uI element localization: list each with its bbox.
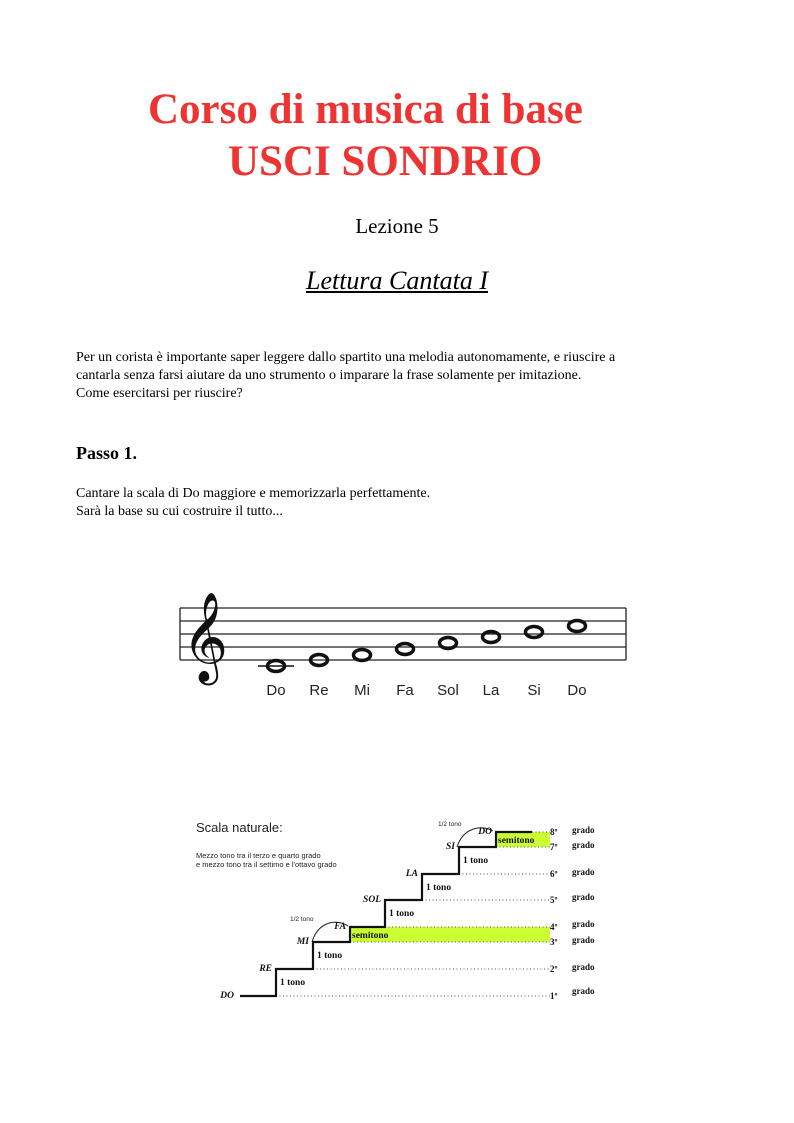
step-label: 1 tono [463,856,489,866]
note-head [440,638,457,649]
intro-line: Per un corista è importante saper leggere dallo spartito una melodia autonomamente, e riuscire a [76,350,616,365]
degree-number: 4º [550,922,558,932]
scale-note: DO [220,991,234,1001]
note-label: Re [309,682,329,699]
scale-note: RE [259,964,272,974]
degree-word: grado [572,867,595,877]
step-label: semitono [498,836,535,846]
degree-number: 2º [550,964,558,974]
diagram-caption: Mezzo tono tra il terzo e quarto grado [196,851,321,860]
scale-note: SOL [363,895,381,905]
half-tone-label: 1/2 tono [290,916,314,923]
scale-note: FA [334,922,346,932]
step-line: Cantare la scala di Do maggiore e memorizzarla perfettamente. [76,486,431,501]
note-label: Fa [396,682,414,699]
note-head [526,627,543,638]
lesson-number: Lezione 5 [355,214,439,238]
lesson-subtitle: Lettura Cantata I [305,266,488,295]
intro-line: cantarla senza farsi aiutare da uno strumento o imparare la frase solamente per imitazione. [76,368,582,383]
scale-note: LA [405,869,418,879]
step-label: 1 tono [317,951,343,961]
note-head [397,644,414,655]
note-label: Do [567,682,587,699]
title-line-1: Corso di musica di base [148,86,583,133]
intro-line: Come esercitarsi per riuscire? [76,386,243,401]
title-line-2: USCI SONDRIO [228,138,543,185]
note-head [483,632,500,643]
scale-staff [160,575,632,710]
note-head [354,650,371,661]
degree-number: 8º [550,827,558,837]
diagram-caption: e mezzo tono tra il settimo e l'ottavo grado [196,860,337,869]
note-label: La [482,682,500,699]
step-line: Sarà la base su cui costruire il tutto... [76,504,283,519]
natural-scale-diagram [180,810,610,1010]
degree-word: grado [572,840,595,850]
note-head [569,621,586,632]
step-label: 1 tono [426,883,452,893]
degree-number: 6º [550,869,558,879]
scale-note: DO [478,827,492,837]
scale-note: SI [446,842,455,852]
step-heading: Passo 1. [76,443,138,463]
degree-word: grado [572,892,595,902]
degree-word: grado [572,935,595,945]
step-paragraph [76,485,736,521]
note-label: Sol [437,682,459,699]
degree-word: grado [572,986,595,996]
note-label: Mi [354,682,370,699]
step-label: semitono [352,931,389,941]
degree-number: 7º [550,842,558,852]
diagram-title: Scala naturale: [196,820,283,835]
treble-clef-icon: 𝄞 [182,592,229,682]
degree-number: 3º [550,937,558,947]
half-tone-label: 1/2 tono [438,821,462,828]
degree-number: 5º [550,895,558,905]
degree-word: grado [572,919,595,929]
note-label: Si [527,682,541,699]
step-label: 1 tono [280,978,306,988]
scale-note: MI [296,937,309,947]
degree-word: grado [572,825,595,835]
step-label: 1 tono [389,909,415,919]
degree-word: grado [572,962,595,972]
degree-number: 1º [550,991,558,1001]
note-label: Do [266,682,286,699]
intro-paragraph [76,349,736,403]
